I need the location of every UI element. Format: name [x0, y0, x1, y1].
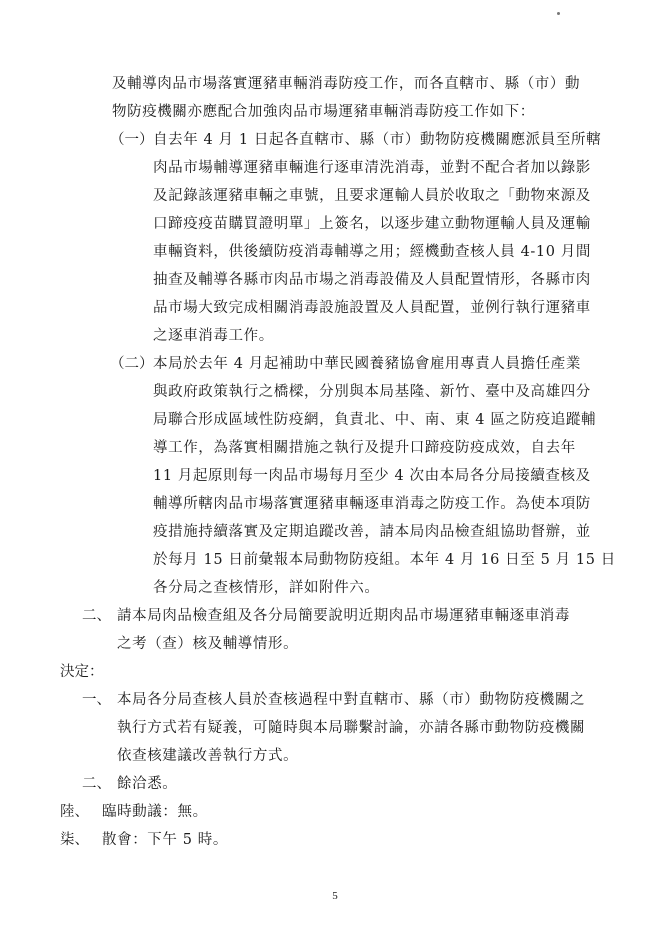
item-marker: （一）: [110, 132, 154, 148]
adjourn-marker: 柒、: [60, 832, 89, 848]
item-line: 品市場大致完成相關消毒設施設置及人員配置，並例行執行運豬車: [153, 300, 591, 316]
item-line: 輔導所轄肉品市場落實運豬車輛逐車消毒之防疫工作。為使本項防: [153, 496, 591, 512]
item-line: 局聯合形成區域性防疫網，負責北、中、南、東 4 區之防疫追蹤輔: [153, 412, 597, 428]
item-line: 與政府政策執行之橋樑，分別與本局基隆、新竹、臺中及高雄四分: [153, 384, 591, 400]
item-line: 各分局之查核情形，詳如附件六。: [153, 580, 380, 596]
item-line: 自去年 4 月 1 日起各直轄市、縣（市）動物防疫機關應派員至所轄: [153, 132, 602, 148]
item-line: 疫措施持續落實及定期追蹤改善，請本局肉品檢查組協助督辦，並: [153, 524, 591, 540]
item-marker: （二）: [110, 356, 154, 372]
item-line: 口蹄疫疫苗購買證明單」上簽名，以逐步建立動物運輸人員及運輸: [153, 216, 591, 232]
item-line: 於每月 15 日前彙報本局動物防疫組。本年 4 月 16 日至 5 月 15 日: [153, 552, 616, 568]
item-line: 11 月起原則每一肉品市場每月至少 4 次由本局各分局接續查核及: [153, 468, 591, 484]
item-line: 導工作，為落實相關措施之執行及提升口蹄疫防疫成效，自去年: [153, 440, 576, 456]
intro-line: 及輔導肉品市場落實運豬車輛消毒防疫工作，而各直轄市、縣（市）動: [112, 76, 581, 92]
section-line: 之考（查）核及輔導情形。: [117, 636, 299, 652]
decision-heading: 決定：: [60, 664, 104, 680]
section-marker: 二、: [82, 608, 111, 624]
decision-marker: 一、: [82, 692, 111, 708]
item-line: 肉品市場輔導運豬車輛進行逐車清洗消毒，並對不配合者加以錄影: [153, 160, 591, 176]
decision-line: 餘洽悉。: [117, 776, 178, 792]
adjourn-text: 散會：下午 5 時。: [102, 832, 228, 848]
item-line: 本局於去年 4 月起補助中華民國養豬協會雇用專責人員擔任產業: [153, 356, 581, 372]
page-number: 5: [332, 890, 338, 902]
decision-line: 執行方式若有疑義，可隨時與本局聯繫討論，亦請各縣市動物防疫機關: [117, 720, 586, 736]
item-line: 之逐車消毒工作。: [153, 328, 274, 344]
item-line: 車輛資料，供後續防疫消毒輔導之用；經機動查核人員 4-10 月間: [153, 244, 591, 260]
scan-speck: [557, 12, 560, 15]
decision-marker: 二、: [82, 776, 111, 792]
motion-text: 臨時動議：無。: [102, 804, 208, 820]
intro-line: 物防疫機關亦應配合加強肉品市場運豬車輛消毒防疫工作如下：: [112, 104, 535, 120]
item-line: 抽查及輔導各縣市肉品市場之消毒設備及人員配置情形，各縣市肉: [153, 272, 591, 288]
section-line: 請本局肉品檢查組及各分局簡要說明近期肉品市場運豬車輛逐車消毒: [117, 608, 570, 624]
decision-line: 依查核建議改善執行方式。: [117, 748, 299, 764]
decision-line: 本局各分局查核人員於查核過程中對直轄市、縣（市）動物防疫機關之: [117, 692, 586, 708]
item-line: 及記錄該運豬車輛之車號，且要求運輸人員於收取之「動物來源及: [153, 188, 591, 204]
motion-marker: 陸、: [60, 804, 89, 820]
